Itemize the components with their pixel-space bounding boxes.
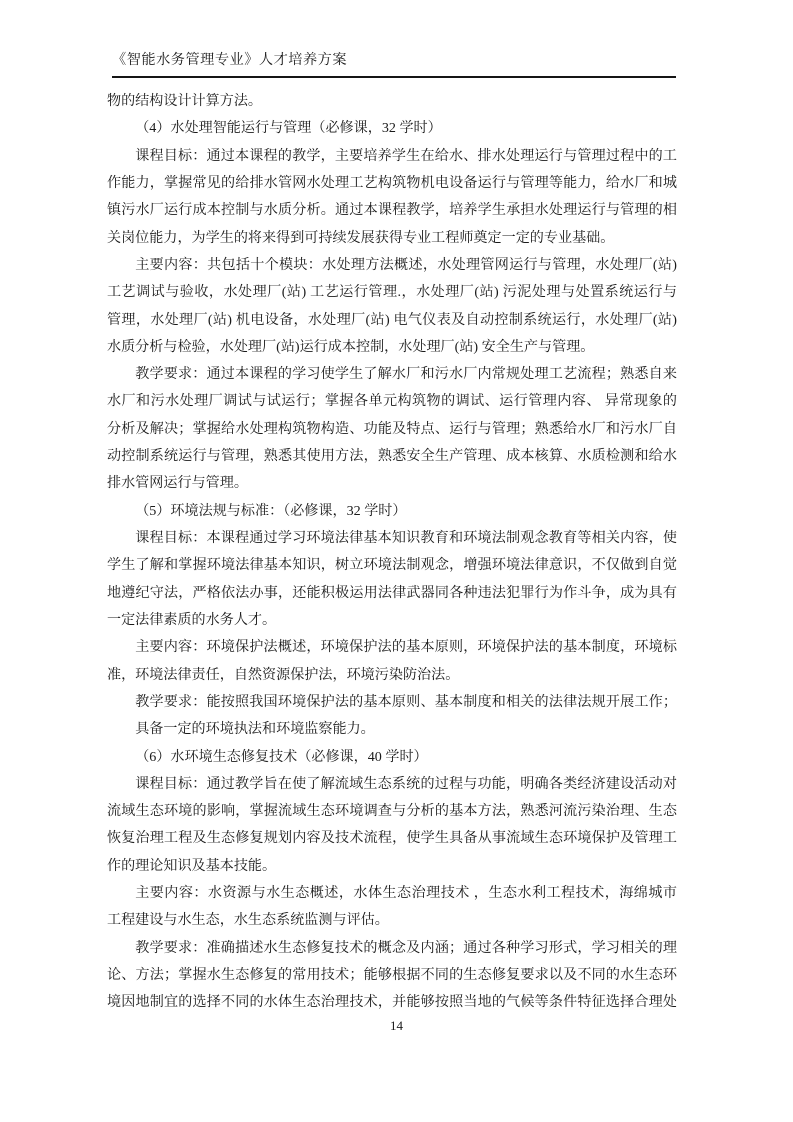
text-line: 排水管网运行与管理。 (107, 475, 248, 492)
text-line: 镇污水厂运行成本控制与水质分析。通过本课程教学，培养学生承担水处理运行与管理的相 (107, 202, 677, 219)
text-line: 恢复治理工程及生态修复规划内容及技术流程，使学生具备从事流域生态环境保护及管理工 (107, 830, 677, 847)
text-line: 境因地制宜的选择不同的水体生态治理技术，并能够按照当地的气候等条件特征选择合理处 (107, 994, 677, 1011)
text-line: 管理，水处理厂(站) 机电设备，水处理厂(站) 电气仪表及自动控制系统运行，水处理厂(站) (107, 311, 677, 328)
text-line: 教学要求：准确描述水生态修复技术的概念及内涵；通过各种学习形式，学习相关的理 (135, 939, 677, 956)
text-line: 水质分析与检验，水处理厂(站)运行成本控制，水处理厂(站) 安全生产与管理。 (107, 338, 595, 355)
page-number: 14 (390, 1018, 403, 1033)
text-line: 流域生态环境的影响，掌握流域生态环境调查与分析的基本方法，熟悉河流污染治理、生态 (107, 803, 677, 820)
text-line: （4）水处理智能运行与管理（必修课，32 学时） (135, 120, 442, 137)
text-line: 论、方法；掌握水生态修复的常用技术；能够根据不同的生态修复要求以及不同的水生态环 (107, 967, 677, 983)
text-line: 具备一定的环境执法和环境监察能力。 (135, 721, 375, 738)
page-header (112, 52, 676, 78)
text-line: 学生了解和掌握环境法律基本知识，树立环境法制观念，增强环境法律意识，不仅做到自觉 (107, 557, 677, 574)
text-line: 作能力，掌握常见的给排水管网水处理工艺构筑物机电设备运行与管理等能力，给水厂和城 (107, 174, 677, 191)
text-line: 分析及解决；掌握给水处理构筑物构造、功能及特点、运行与管理；熟悉给水厂和污水厂自 (107, 420, 677, 437)
text-line: 作的理论知识及基本技能。 (107, 857, 277, 874)
text-line: （5）环境法规与标准：（必修课，32 学时） (135, 502, 407, 519)
text-line: 主要内容：共包括十个模块：水处理方法概述，水处理管网运行与管理，水处理厂(站) (135, 256, 677, 273)
text-line: 水厂和污水处理厂调试与试运行；掌握各单元构筑物的调试、运行管理内容、 异常现象的 (107, 393, 677, 410)
text-line: 关岗位能力，为学生的将来得到可持续发展获得专业工程师奠定一定的专业基础。 (107, 229, 615, 246)
text-line: 主要内容：环境保护法概述，环境保护法的基本原则，环境保护法的基本制度，环境标 (135, 639, 677, 656)
page-header-title: 《智能水务管理专业》人才培养方案 (112, 52, 348, 68)
text-line: 物的结构设计计算方法。 (107, 93, 263, 109)
text-line: 课程目标：本课程通过学习环境法律基本知识教育和环境法制观念教育等相关内容，使 (135, 530, 677, 546)
text-line: 地遵纪守法，严格依法办事，还能积极运用法律武器同各种违法犯罪行为作斗争，成为具有 (107, 584, 677, 601)
text-line: 教学要求：能按照我国环境保护法的基本原则、基本制度和相关的法律法规开展工作； (135, 693, 677, 710)
text-line: 工艺调试与验收，水处理厂(站) 工艺运行管理.，水处理厂(站) 污泥处理与处置系统运行与 (107, 284, 677, 301)
text-line: 课程目标：通过本课程的教学，主要培养学生在给水、排水处理运行与管理过程中的工 (135, 147, 677, 164)
text-line: 教学要求：通过本课程的学习使学生了解水厂和污水厂内常规处理工艺流程；熟悉自来 (135, 366, 677, 383)
text-line: 一定法律素质的水务人才。 (107, 611, 277, 628)
text-line: 工程建设与水生态，水生态系统监测与评估。 (107, 912, 389, 929)
document-body (107, 88, 677, 1017)
text-line: 课程目标：通过教学旨在使了解流域生态系统的过程与功能，明确各类经济建设活动对 (135, 775, 677, 792)
text-line: （6）水环境生态修复技术（必修课，40 学时） (135, 748, 428, 765)
text-line: 动控制系统运行与管理，熟悉其使用方法，熟悉安全生产管理、成本核算、水质检测和给水 (107, 448, 677, 465)
text-line: 主要内容：水资源与水生态概述，水体生态治理技术 ，生态水利工程技术，海绵城市 (135, 885, 677, 902)
text-line: 准，环境法律责任，自然资源保护法，环境污染防治法。 (107, 666, 460, 683)
